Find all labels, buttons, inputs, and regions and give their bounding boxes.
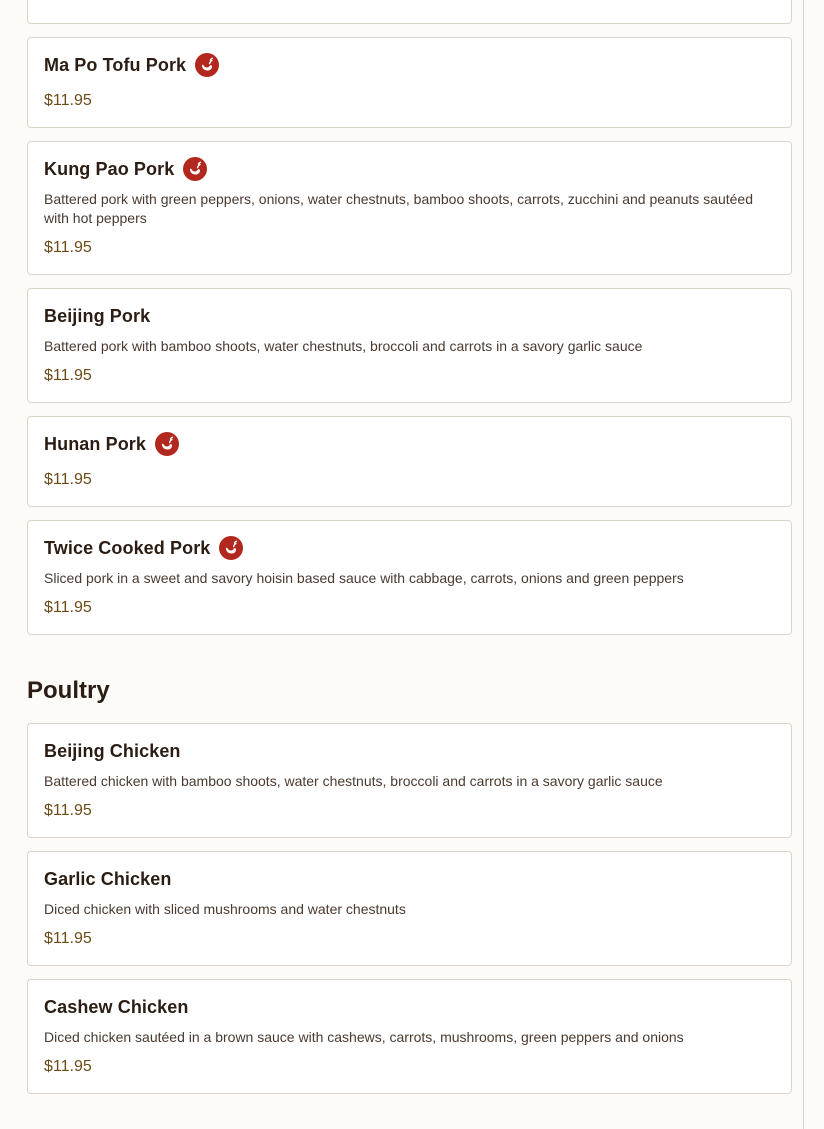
- menu-list: [27, 0, 792, 1107]
- menu-item-card[interactable]: [27, 416, 792, 507]
- menu-item-card[interactable]: [27, 141, 792, 275]
- menu-item-price: $11.95: [44, 239, 92, 256]
- chili-pepper-icon: [219, 536, 243, 560]
- menu-item-card[interactable]: [27, 979, 792, 1094]
- menu-item-name: Beijing Chicken: [44, 740, 181, 761]
- menu-item-card[interactable]: [27, 37, 792, 128]
- menu-item-card[interactable]: [27, 0, 792, 24]
- menu-item-description: Diced chicken sautéed in a brown sauce with cashews, carrots, mushrooms, green peppers and onions: [44, 1029, 684, 1045]
- menu-item-price: $11.95: [44, 92, 92, 109]
- page-edge-divider: [803, 0, 804, 1129]
- menu-item-name: Garlic Chicken: [44, 868, 172, 889]
- menu-item-description: Battered pork with green peppers, onions, water chestnuts, bamboo shoots, carrots, zucchini and peanuts sautéed with hot peppers: [44, 191, 753, 226]
- menu-item-price: $11.95: [44, 930, 92, 947]
- menu-item-name: Cashew Chicken: [44, 996, 189, 1017]
- menu-item-name: Hunan Pork: [44, 433, 147, 454]
- menu-item-name: Kung Pao Pork: [44, 158, 175, 179]
- menu-item-description: Battered chicken with bamboo shoots, water chestnuts, broccoli and carrots in a savory garlic sauce: [44, 773, 663, 789]
- chili-pepper-icon: [155, 432, 179, 456]
- menu-item-card[interactable]: [27, 288, 792, 403]
- menu-item-description: Sliced pork in a sweet and savory hoisin based sauce with cabbage, carrots, onions and green peppers: [44, 570, 684, 586]
- menu-item-price: $11.95: [44, 367, 92, 384]
- menu-item-price: $11.95: [44, 802, 92, 819]
- chili-pepper-icon: [195, 53, 219, 77]
- section-title-poultry: Poultry: [27, 677, 110, 704]
- menu-item-card[interactable]: [27, 723, 792, 838]
- menu-item-name: Ma Po Tofu Pork: [44, 54, 187, 75]
- chili-pepper-icon: [183, 157, 207, 181]
- menu-item-name: Twice Cooked Pork: [44, 537, 211, 558]
- menu-item-name: Beijing Pork: [44, 305, 151, 326]
- menu-item-card[interactable]: [27, 520, 792, 635]
- menu-item-price: $11.95: [44, 599, 92, 616]
- menu-item-description: Battered pork with bamboo shoots, water chestnuts, broccoli and carrots in a savory garlic sauce: [44, 338, 643, 354]
- menu-item-price: $11.95: [44, 471, 92, 488]
- menu-item-price: $11.95: [44, 1058, 92, 1075]
- menu-item-description: Diced chicken with sliced mushrooms and water chestnuts: [44, 901, 406, 917]
- menu-item-card[interactable]: [27, 851, 792, 966]
